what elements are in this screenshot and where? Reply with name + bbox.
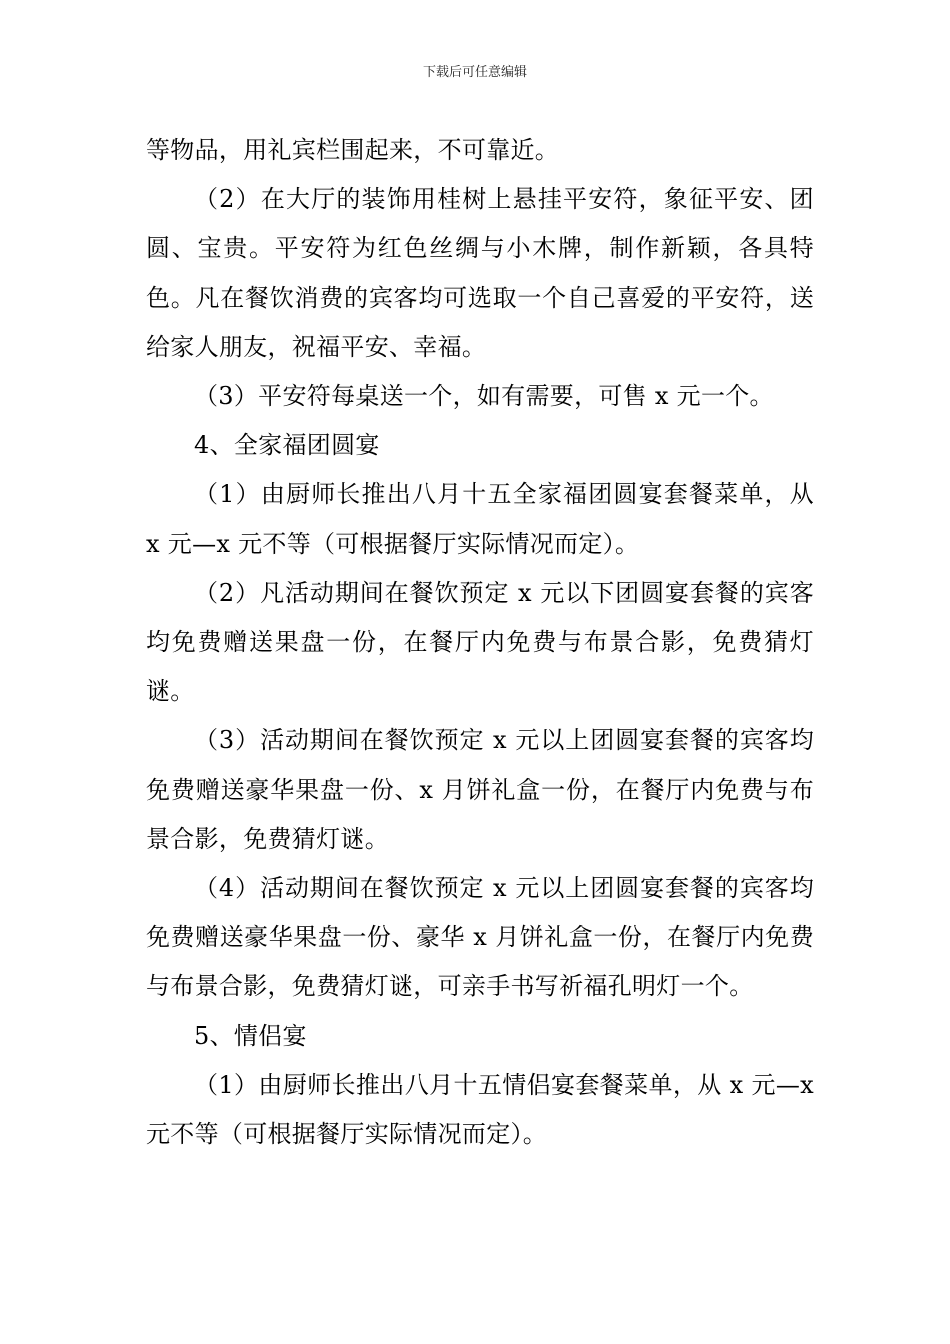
paragraph-item-3-ping-an-fu: （3）平安符每桌送一个，如有需要，可售 x 元一个。 xyxy=(194,382,774,411)
paragraph-item-2-tuan-yuan-yan: （2）凡活动期间在餐饮预定 x 元以下团圆宴套餐的宾客均免费赠送果盘一份，在餐厅内免费与布景合影，免费猜灯谜。 xyxy=(146,578,814,706)
section-heading-5: 5、情侣宴 xyxy=(194,1021,307,1050)
page-header: 下载后可任意编辑 xyxy=(422,65,527,80)
paragraph-continuation: 等物品，用礼宾栏围起来，不可靠近。 xyxy=(146,136,560,164)
paragraph-item-1-qing-lv-yan: （1）由厨师长推出八月十五情侣宴套餐菜单，从 x 元—x 元不等（可根据餐厅实际情况而定）。 xyxy=(146,1070,814,1149)
paragraph-item-4-tuan-yuan-yan: （4）活动期间在餐饮预定 x 元以上团圆宴套餐的宾客均免费赠送豪华果盘一份、豪华 x 月饼礼盒一份，在餐厅内免费与布景合影，免费猜灯谜，可亲手书写祈福孔明灯一个。 xyxy=(146,874,814,1001)
paragraph-item-2-ping-an-fu: （2）在大厅的装饰用桂树上悬挂平安符，象征平安、团圆、宝贵。平安符为红色丝绸与小木牌，制作新颖，各具特色。凡在餐饮消费的宾客均可选取一个自己喜爱的平安符，送给家人朋友，祝福平安、幸福。 xyxy=(146,185,814,361)
paragraph-item-3-tuan-yuan-yan: （3）活动期间在餐饮预定 x 元以上团圆宴套餐的宾客均免费赠送豪华果盘一份、x 月饼礼盒一份，在餐厅内免费与布景合影，免费猜灯谜。 xyxy=(146,726,814,853)
paragraph-item-1-tuan-yuan-yan: （1）由厨师长推出八月十五全家福团圆宴套餐菜单，从 x 元—x 元不等（可根据餐厅实际情况而定）。 xyxy=(146,480,814,558)
section-heading-4: 4、全家福团圆宴 xyxy=(194,431,380,460)
document-body xyxy=(146,126,814,1159)
